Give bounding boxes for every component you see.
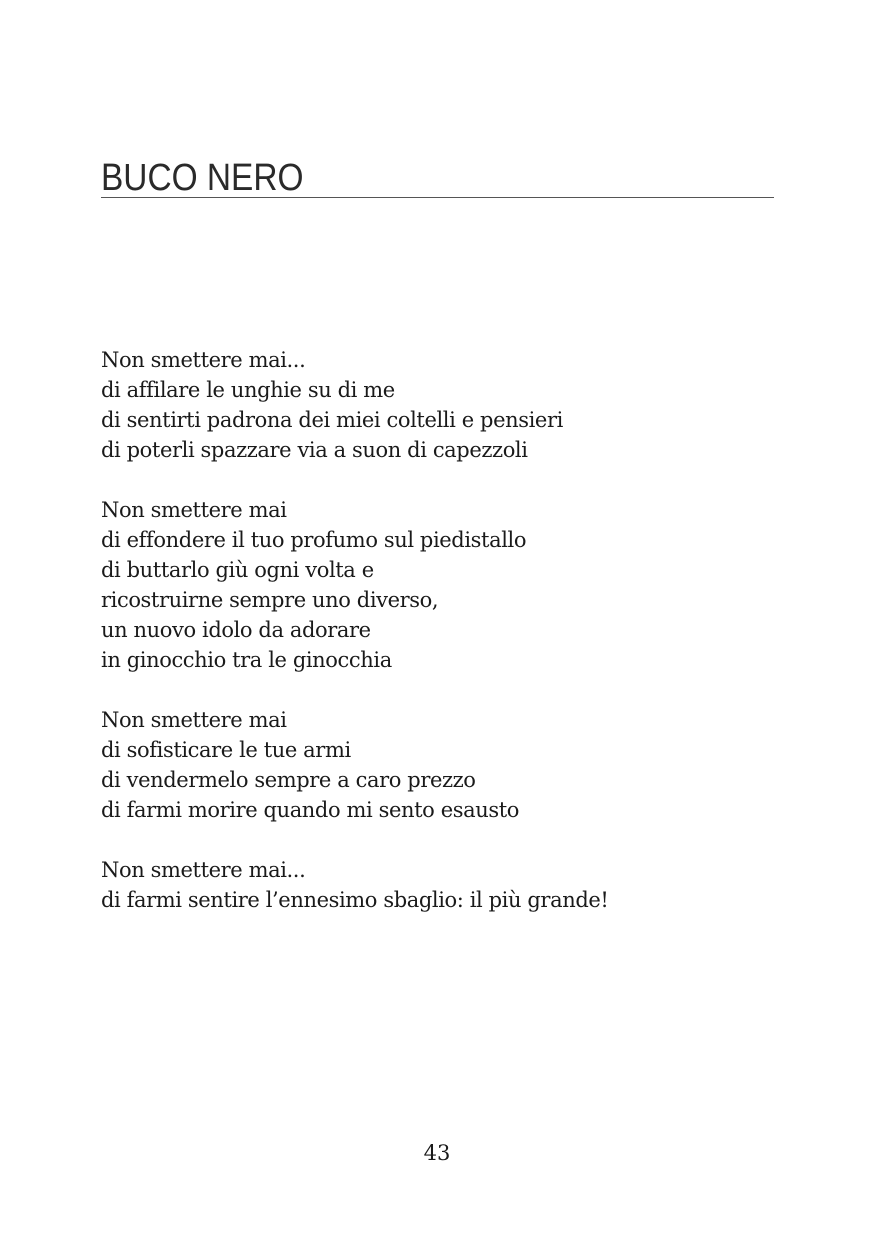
poem-line: Non smettere mai... (101, 858, 306, 882)
poem-line: Non smettere mai (101, 498, 287, 522)
poem-line: di vendermelo sempre a caro prezzo (101, 768, 476, 792)
stanza-1 (101, 345, 801, 465)
poem-line: di sofisticare le tue armi (101, 738, 351, 762)
stanza-3 (101, 705, 801, 825)
title-underline (101, 197, 774, 198)
poem-line: di buttarlo giù ogni volta e (101, 558, 374, 582)
poem (101, 345, 801, 945)
poem-line: in ginocchio tra le ginocchia (101, 648, 392, 672)
poem-line: ricostruirne sempre uno diverso, (101, 588, 439, 612)
page-title: BUCO NERO (101, 157, 304, 199)
stanza-4 (101, 855, 801, 915)
poem-line: Non smettere mai (101, 708, 287, 732)
poem-line: di poterli spazzare via a suon di capezzoli (101, 438, 528, 462)
poem-line: Non smettere mai... (101, 348, 306, 372)
poem-line: di effondere il tuo profumo sul piedistallo (101, 528, 527, 552)
poem-line: di farmi morire quando mi sento esausto (101, 798, 519, 822)
poem-line: di farmi sentire l’ennesimo sbaglio: il più grande! (101, 888, 609, 912)
stanza-2 (101, 495, 801, 675)
poem-line: di affilare le unghie su di me (101, 378, 395, 402)
poem-line: di sentirti padrona dei miei coltelli e pensieri (101, 408, 563, 432)
poem-line: un nuovo idolo da adorare (101, 618, 371, 642)
page-number: 43 (423, 1141, 451, 1165)
